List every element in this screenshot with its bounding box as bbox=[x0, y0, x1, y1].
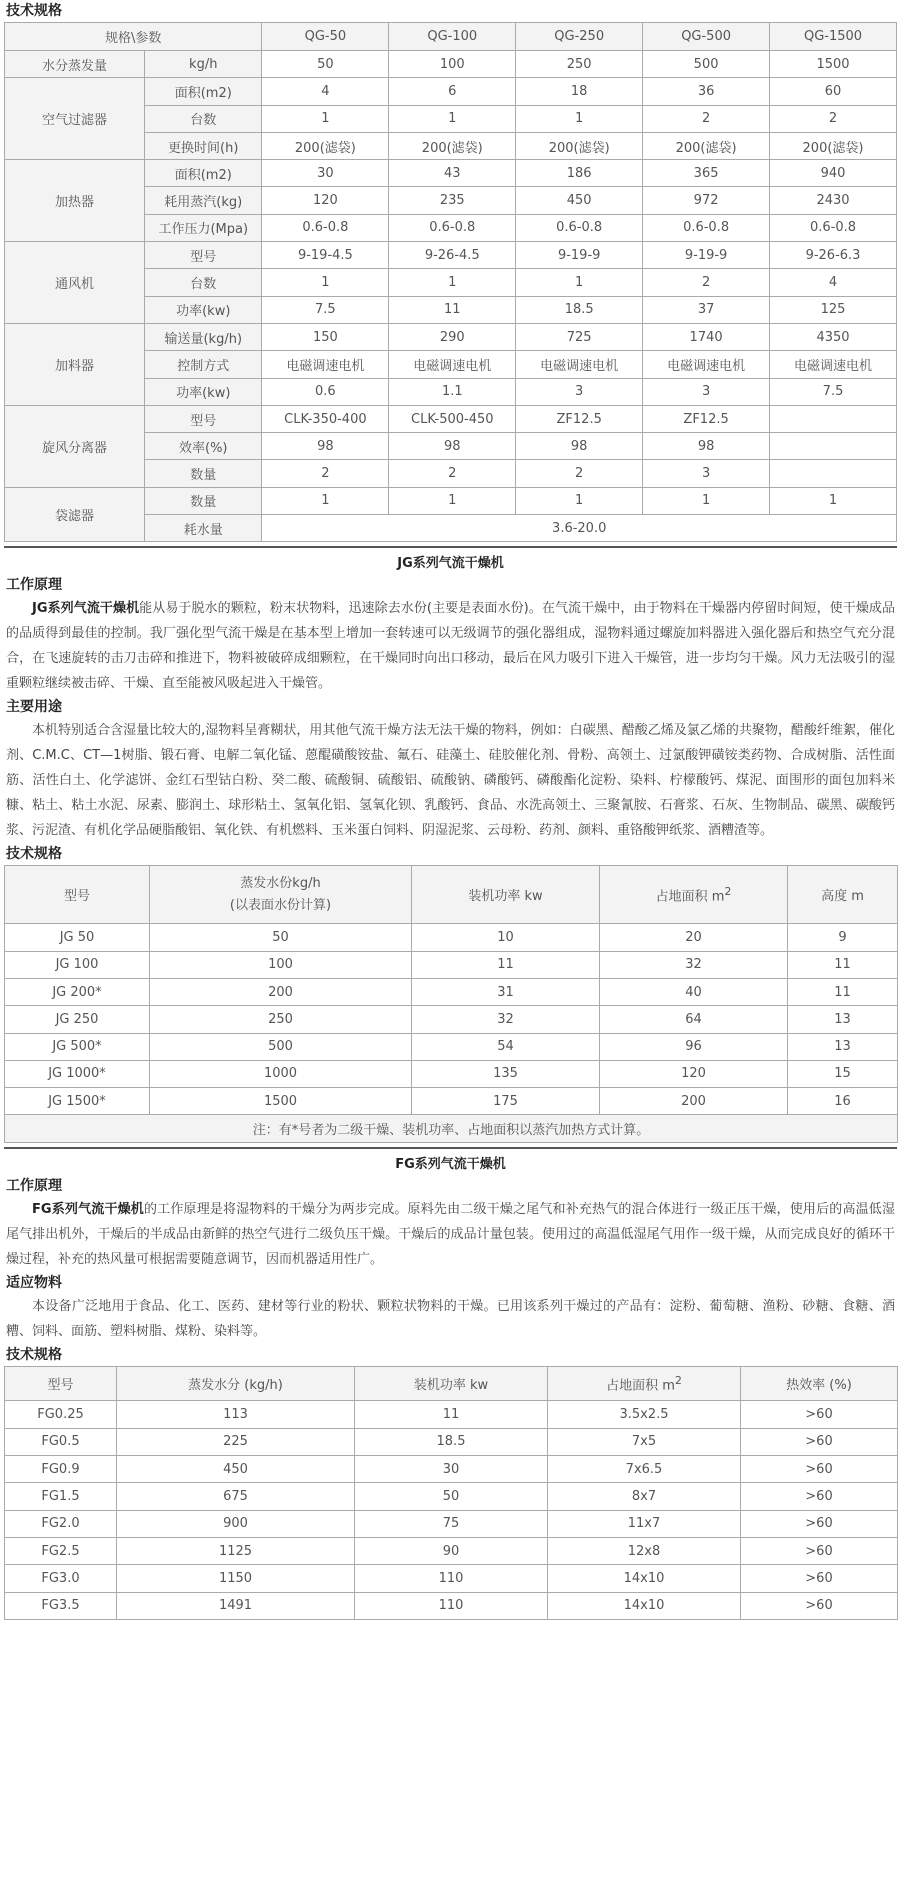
jg-header-row bbox=[5, 866, 898, 924]
fg-cell: FG2.5 bbox=[5, 1537, 117, 1564]
jg-row bbox=[5, 1060, 898, 1087]
qg-cell: 200(滤袋) bbox=[262, 132, 389, 159]
fg-principle-body: 的工作原理是将湿物料的干燥分为两步完成。原料先由二级干燥之尾气和补充热气的混合体进行一级正压干燥，使用后的高温低湿尾气排出机外，干燥后的半成品由新鲜的热空气进行二级负压干燥。干燥后的成品计量包装。使用过的高温低湿尾气用作一级干燥，从而完成良好的循环干燥过程，补充的热风量可根据需要随意调节，因而机器适用性广。 bbox=[6, 1202, 895, 1268]
qg-cell: 1 bbox=[516, 105, 643, 132]
qg-cell: 型号 bbox=[145, 242, 262, 269]
qg-cell: 365 bbox=[643, 160, 770, 187]
qg-cell: 1 bbox=[516, 487, 643, 514]
qg-spec-heading: 技术规格 bbox=[6, 3, 62, 19]
qg-cell: 电磁调速电机 bbox=[262, 351, 389, 378]
jg-cell: 11 bbox=[788, 951, 898, 978]
jg-use-text: 本机特别适合含湿量比较大的,湿物料呈膏糊状，用其他气流干燥方法无法干燥的物料，例如：白碳黑、醋酸乙烯及氯乙烯的共聚物，醋酸纤维絮，催化剂、C.M.C、CT—1树脂、锻石膏、电解二氧化锰、蒽醌磺酸铵盐、氟石、硅藻土、硅胶催化剂、骨粉、高领土、过氯酸钾磺铵类药物、合成树脂、活性面筋、活性白土、化学滤饼、金红石型钴白粉、癸二酸、硫酸铜、硫酸铝、硫酸钠、磷酸钙、磷酸酯化淀粉、染料、柠檬酸钙、煤泥、面围形的面包加料米糠、粘土、粘土水泥、尿素、膨润土、球形粘土、氢氧化铝、氢氧化钡、乳酸钙、食品、水洗高领土、三聚氰胺、石膏浆、石灰、生物制品、碳黑、碳酸钙浆、污泥渣、有机化学品硬脂酸铝、氧化铁、有机燃料、玉米蛋白饲料、阴湿泥浆、云母粉、药剂、颜料、重铬酸钾纸浆、酒糟渣等。 bbox=[6, 723, 895, 839]
fg-cell: 90 bbox=[355, 1537, 548, 1564]
qg-cell: 0.6-0.8 bbox=[262, 214, 389, 241]
fg-cell: >60 bbox=[741, 1401, 898, 1428]
jg-header-evap-line1: 蒸发水份kg/h bbox=[240, 875, 321, 891]
qg-cell: 1740 bbox=[643, 323, 770, 350]
fg-cell: 3.5x2.5 bbox=[548, 1401, 741, 1428]
qg-cell: 30 bbox=[262, 160, 389, 187]
qg-cell bbox=[770, 405, 897, 432]
fg-cell: 8x7 bbox=[548, 1483, 741, 1510]
qg-header-cell: QG-500 bbox=[643, 23, 770, 51]
jg-cell: 175 bbox=[412, 1088, 600, 1115]
qg-cell: 98 bbox=[516, 433, 643, 460]
qg-cell: 台数 bbox=[145, 269, 262, 296]
qg-cell: 60 bbox=[770, 78, 897, 105]
fg-spec-table bbox=[4, 1366, 898, 1619]
fg-principle-heading: 工作原理 bbox=[6, 1178, 62, 1195]
jg-cell: 200 bbox=[600, 1088, 788, 1115]
fg-cell: 14x10 bbox=[548, 1565, 741, 1592]
jg-cell: JG 1000* bbox=[5, 1060, 150, 1087]
jg-cell: JG 100 bbox=[5, 951, 150, 978]
qg-cell: 200(滤袋) bbox=[643, 132, 770, 159]
qg-cell bbox=[770, 433, 897, 460]
qg-cell: 电磁调速电机 bbox=[516, 351, 643, 378]
fg-cell: FG3.5 bbox=[5, 1592, 117, 1619]
fg-spec-heading: 技术规格 bbox=[6, 1347, 62, 1364]
qg-cell: 43 bbox=[389, 160, 516, 187]
fg-material-heading: 适应物料 bbox=[6, 1275, 62, 1292]
fg-cell: FG1.5 bbox=[5, 1483, 117, 1510]
qg-cell: 9-19-9 bbox=[516, 242, 643, 269]
qg-cell: 725 bbox=[516, 323, 643, 350]
qg-cell: 7.5 bbox=[770, 378, 897, 405]
qg-cell: 98 bbox=[643, 433, 770, 460]
fg-cell: 7x5 bbox=[548, 1428, 741, 1455]
qg-cell: 7.5 bbox=[262, 296, 389, 323]
qg-cell: 186 bbox=[516, 160, 643, 187]
jg-row bbox=[5, 951, 898, 978]
fg-cell: >60 bbox=[741, 1428, 898, 1455]
qg-cell: 37 bbox=[643, 296, 770, 323]
fg-cell: 450 bbox=[117, 1456, 355, 1483]
jg-principle-text bbox=[4, 596, 897, 696]
jg-header-model: 型号 bbox=[5, 866, 150, 924]
jg-cell: 11 bbox=[788, 978, 898, 1005]
jg-cell: 11 bbox=[412, 951, 600, 978]
fg-principle-text bbox=[4, 1197, 897, 1272]
qg-group-label: 水分蒸发量 bbox=[5, 51, 145, 78]
jg-cell: 120 bbox=[600, 1060, 788, 1087]
jg-cell: 50 bbox=[150, 924, 412, 951]
jg-cell: 54 bbox=[412, 1033, 600, 1060]
qg-cell: 1 bbox=[389, 105, 516, 132]
qg-cell: 200(滤袋) bbox=[389, 132, 516, 159]
qg-cell: 450 bbox=[516, 187, 643, 214]
qg-cell: 290 bbox=[389, 323, 516, 350]
jg-cell: 10 bbox=[412, 924, 600, 951]
fg-cell: 14x10 bbox=[548, 1592, 741, 1619]
fg-cell: 50 bbox=[355, 1483, 548, 1510]
qg-cell: 4 bbox=[770, 269, 897, 296]
fg-row bbox=[5, 1483, 898, 1510]
qg-cell: 18.5 bbox=[516, 296, 643, 323]
fg-principle-lead: FG系列气流干燥机 bbox=[32, 1202, 144, 1218]
qg-row bbox=[5, 78, 897, 105]
fg-cell: 75 bbox=[355, 1510, 548, 1537]
jg-cell: 9 bbox=[788, 924, 898, 951]
qg-cell: 电磁调速电机 bbox=[643, 351, 770, 378]
qg-row bbox=[5, 405, 897, 432]
qg-cell: 50 bbox=[262, 51, 389, 78]
qg-cell: 面积(m2) bbox=[145, 78, 262, 105]
fg-cell: FG2.0 bbox=[5, 1510, 117, 1537]
qg-cell: kg/h bbox=[145, 51, 262, 78]
fg-title: FG系列气流干燥机 bbox=[395, 1157, 506, 1173]
fg-cell: FG3.0 bbox=[5, 1565, 117, 1592]
jg-cell: 16 bbox=[788, 1088, 898, 1115]
qg-group-label: 空气过滤器 bbox=[5, 78, 145, 160]
fg-row bbox=[5, 1456, 898, 1483]
qg-row bbox=[5, 323, 897, 350]
qg-cell: 1 bbox=[770, 487, 897, 514]
qg-cell: 3 bbox=[516, 378, 643, 405]
jg-cell: 500 bbox=[150, 1033, 412, 1060]
fg-cell: FG0.25 bbox=[5, 1401, 117, 1428]
jg-principle-lead: JG系列气流干燥机 bbox=[32, 601, 140, 617]
qg-cell: 1 bbox=[262, 487, 389, 514]
qg-cell: 数量 bbox=[145, 460, 262, 487]
qg-cell: 0.6-0.8 bbox=[389, 214, 516, 241]
jg-row bbox=[5, 924, 898, 951]
fg-cell: 18.5 bbox=[355, 1428, 548, 1455]
qg-cell: 耗水量 bbox=[145, 515, 262, 542]
qg-row bbox=[5, 160, 897, 187]
qg-cell: 3.6-20.0 bbox=[262, 515, 897, 542]
jg-cell: JG 500* bbox=[5, 1033, 150, 1060]
qg-cell: 0.6 bbox=[262, 378, 389, 405]
fg-cell: 30 bbox=[355, 1456, 548, 1483]
qg-cell: 4 bbox=[262, 78, 389, 105]
jg-cell: 1500 bbox=[150, 1088, 412, 1115]
fg-header-area-sup: 2 bbox=[674, 1374, 682, 1388]
fg-row bbox=[5, 1592, 898, 1619]
jg-header-evap bbox=[150, 866, 412, 924]
qg-group-label: 加料器 bbox=[5, 323, 145, 405]
jg-cell: JG 1500* bbox=[5, 1088, 150, 1115]
qg-header-cell: QG-100 bbox=[389, 23, 516, 51]
fg-header-evap: 蒸发水分 (kg/h) bbox=[117, 1367, 355, 1401]
jg-cell: JG 50 bbox=[5, 924, 150, 951]
fg-cell: 1150 bbox=[117, 1565, 355, 1592]
fg-header-efficiency: 热效率 (%) bbox=[741, 1367, 898, 1401]
qg-cell: 3 bbox=[643, 460, 770, 487]
qg-cell: 0.6-0.8 bbox=[516, 214, 643, 241]
fg-cell: 12x8 bbox=[548, 1537, 741, 1564]
fg-header-row bbox=[5, 1367, 898, 1401]
qg-group-label: 旋风分离器 bbox=[5, 405, 145, 487]
qg-cell: 0.6-0.8 bbox=[770, 214, 897, 241]
fg-row bbox=[5, 1428, 898, 1455]
jg-note: 注：有*号者为二级干燥、装机功率、占地面积以蒸汽加热方式计算。 bbox=[5, 1115, 898, 1143]
jg-use-heading: 主要用途 bbox=[6, 699, 62, 716]
fg-cell: >60 bbox=[741, 1510, 898, 1537]
qg-cell: 36 bbox=[643, 78, 770, 105]
jg-cell: 31 bbox=[412, 978, 600, 1005]
fg-cell: 675 bbox=[117, 1483, 355, 1510]
qg-cell: 940 bbox=[770, 160, 897, 187]
qg-cell: 200(滤袋) bbox=[516, 132, 643, 159]
jg-cell: 20 bbox=[600, 924, 788, 951]
qg-cell: 3 bbox=[643, 378, 770, 405]
fg-cell: 110 bbox=[355, 1565, 548, 1592]
qg-cell bbox=[770, 460, 897, 487]
fg-cell: 11x7 bbox=[548, 1510, 741, 1537]
qg-cell: ZF12.5 bbox=[643, 405, 770, 432]
qg-header-cell: 规格\参数 bbox=[5, 23, 262, 51]
jg-header-area bbox=[600, 866, 788, 924]
fg-row bbox=[5, 1537, 898, 1564]
qg-cell: 1500 bbox=[770, 51, 897, 78]
qg-cell: 9-19-9 bbox=[643, 242, 770, 269]
qg-cell: 电磁调速电机 bbox=[389, 351, 516, 378]
fg-header-area bbox=[548, 1367, 741, 1401]
jg-cell: 64 bbox=[600, 1006, 788, 1033]
qg-cell: 2 bbox=[262, 460, 389, 487]
page-root bbox=[4, 0, 897, 1620]
qg-cell: 控制方式 bbox=[145, 351, 262, 378]
qg-cell: 数量 bbox=[145, 487, 262, 514]
qg-cell: 200(滤袋) bbox=[770, 132, 897, 159]
jg-header-height: 高度 m bbox=[788, 866, 898, 924]
jg-principle-heading: 工作原理 bbox=[6, 577, 62, 594]
qg-cell: CLK-350-400 bbox=[262, 405, 389, 432]
fg-cell: 900 bbox=[117, 1510, 355, 1537]
qg-cell: 2 bbox=[770, 105, 897, 132]
qg-cell: 98 bbox=[262, 433, 389, 460]
jg-cell: 13 bbox=[788, 1006, 898, 1033]
qg-cell: 1 bbox=[389, 269, 516, 296]
qg-cell: 台数 bbox=[145, 105, 262, 132]
qg-row bbox=[5, 51, 897, 78]
jg-cell: 13 bbox=[788, 1033, 898, 1060]
qg-cell: 型号 bbox=[145, 405, 262, 432]
jg-cell: JG 250 bbox=[5, 1006, 150, 1033]
qg-row bbox=[5, 242, 897, 269]
fg-cell: >60 bbox=[741, 1456, 898, 1483]
qg-cell: 98 bbox=[389, 433, 516, 460]
fg-cell: 225 bbox=[117, 1428, 355, 1455]
fg-cell: 113 bbox=[117, 1401, 355, 1428]
qg-cell: CLK-500-450 bbox=[389, 405, 516, 432]
jg-title: JG系列气流干燥机 bbox=[397, 556, 504, 572]
fg-cell: FG0.9 bbox=[5, 1456, 117, 1483]
jg-header-area-label: 占地面积 m bbox=[655, 889, 725, 905]
qg-cell: 0.6-0.8 bbox=[643, 214, 770, 241]
jg-row bbox=[5, 1088, 898, 1115]
qg-cell: 1 bbox=[516, 269, 643, 296]
qg-header-cell: QG-250 bbox=[516, 23, 643, 51]
qg-cell: ZF12.5 bbox=[516, 405, 643, 432]
fg-cell: >60 bbox=[741, 1565, 898, 1592]
fg-cell: 1125 bbox=[117, 1537, 355, 1564]
qg-cell: 9-19-4.5 bbox=[262, 242, 389, 269]
qg-cell: 2 bbox=[643, 105, 770, 132]
jg-cell: 15 bbox=[788, 1060, 898, 1087]
qg-cell: 6 bbox=[389, 78, 516, 105]
qg-header-cell: QG-1500 bbox=[770, 23, 897, 51]
divider bbox=[4, 546, 897, 548]
jg-row bbox=[5, 1033, 898, 1060]
jg-header-evap-line2: (以表面水份计算) bbox=[229, 897, 332, 913]
qg-cell: 2430 bbox=[770, 187, 897, 214]
fg-cell: >60 bbox=[741, 1537, 898, 1564]
jg-spec-heading: 技术规格 bbox=[6, 846, 62, 863]
qg-cell: 更换时间(h) bbox=[145, 132, 262, 159]
qg-group-label: 袋滤器 bbox=[5, 487, 145, 542]
qg-cell: 2 bbox=[643, 269, 770, 296]
qg-cell: 1 bbox=[389, 487, 516, 514]
qg-cell: 120 bbox=[262, 187, 389, 214]
qg-cell: 18 bbox=[516, 78, 643, 105]
fg-header-power: 装机功率 kw bbox=[355, 1367, 548, 1401]
qg-cell: 功率(kw) bbox=[145, 378, 262, 405]
fg-cell: 110 bbox=[355, 1592, 548, 1619]
qg-cell: 4350 bbox=[770, 323, 897, 350]
qg-cell: 1 bbox=[643, 487, 770, 514]
jg-header-area-sup: 2 bbox=[724, 885, 732, 899]
jg-cell: 200 bbox=[150, 978, 412, 1005]
fg-cell: FG0.5 bbox=[5, 1428, 117, 1455]
qg-cell: 972 bbox=[643, 187, 770, 214]
jg-note-row bbox=[5, 1115, 898, 1143]
qg-group-label: 通风机 bbox=[5, 242, 145, 324]
qg-cell: 耗用蒸汽(kg) bbox=[145, 187, 262, 214]
jg-cell: 32 bbox=[600, 951, 788, 978]
qg-cell: 面积(m2) bbox=[145, 160, 262, 187]
qg-cell: 电磁调速电机 bbox=[770, 351, 897, 378]
fg-material-text: 本设备广泛地用于食品、化工、医药、建材等行业的粉状、颗粒状物料的干燥。已用该系列干燥过的产品有：淀粉、葡萄糖、渔粉、砂糖、食糖、酒糟、饲料、面筋、塑料树脂、煤粉、染料等。 bbox=[6, 1299, 895, 1340]
qg-row bbox=[5, 487, 897, 514]
qg-cell: 1.1 bbox=[389, 378, 516, 405]
jg-cell: 135 bbox=[412, 1060, 600, 1087]
jg-row bbox=[5, 1006, 898, 1033]
qg-cell: 9-26-6.3 bbox=[770, 242, 897, 269]
qg-cell: 500 bbox=[643, 51, 770, 78]
fg-cell: >60 bbox=[741, 1592, 898, 1619]
qg-cell: 150 bbox=[262, 323, 389, 350]
fg-cell: >60 bbox=[741, 1483, 898, 1510]
qg-cell: 1 bbox=[262, 269, 389, 296]
jg-cell: 32 bbox=[412, 1006, 600, 1033]
qg-group-label: 加热器 bbox=[5, 160, 145, 242]
qg-cell: 125 bbox=[770, 296, 897, 323]
divider bbox=[4, 1147, 897, 1149]
fg-row bbox=[5, 1401, 898, 1428]
jg-cell: 96 bbox=[600, 1033, 788, 1060]
qg-cell: 功率(kw) bbox=[145, 296, 262, 323]
fg-row bbox=[5, 1565, 898, 1592]
qg-header-cell: QG-50 bbox=[262, 23, 389, 51]
jg-cell: 100 bbox=[150, 951, 412, 978]
qg-cell: 250 bbox=[516, 51, 643, 78]
qg-cell: 9-26-4.5 bbox=[389, 242, 516, 269]
qg-cell: 1 bbox=[262, 105, 389, 132]
fg-cell: 7x6.5 bbox=[548, 1456, 741, 1483]
jg-row bbox=[5, 978, 898, 1005]
jg-cell: 250 bbox=[150, 1006, 412, 1033]
qg-header-row bbox=[5, 23, 897, 51]
qg-cell: 100 bbox=[389, 51, 516, 78]
qg-cell: 235 bbox=[389, 187, 516, 214]
jg-cell: JG 200* bbox=[5, 978, 150, 1005]
qg-cell: 输送量(kg/h) bbox=[145, 323, 262, 350]
fg-row bbox=[5, 1510, 898, 1537]
jg-cell: 1000 bbox=[150, 1060, 412, 1087]
qg-cell: 11 bbox=[389, 296, 516, 323]
jg-cell: 40 bbox=[600, 978, 788, 1005]
jg-header-power: 装机功率 kw bbox=[412, 866, 600, 924]
qg-cell: 2 bbox=[516, 460, 643, 487]
qg-cell: 工作压力(Mpa) bbox=[145, 214, 262, 241]
qg-cell: 2 bbox=[389, 460, 516, 487]
fg-cell: 11 bbox=[355, 1401, 548, 1428]
fg-cell: 1491 bbox=[117, 1592, 355, 1619]
qg-cell: 效率(%) bbox=[145, 433, 262, 460]
fg-header-area-label: 占地面积 m bbox=[606, 1378, 675, 1394]
jg-spec-table bbox=[4, 865, 898, 1143]
qg-spec-table bbox=[4, 22, 897, 542]
jg-principle-body: 能从易于脱水的颗粒，粉末状物料，迅速除去水份(主要是表面水份)。在气流干燥中，由于物料在干燥器内停留时间短，使干燥成品的品质得到最佳的控制。我厂强化型气流干燥是在基本型上增加一套转速可以无级调节的强化器组成，湿物料通过螺旋加料器进入强化器后和热空气充分混合，在飞速旋转的击刀击碎和推进下，物料被破碎成细颗粒，在干燥同时向出口移动，最后在风力吸引下进入干燥管，进一步均匀干燥。风力无法吸引的湿重颗粒继续被击碎、干燥、直至能被风吸起进入干燥管。 bbox=[6, 601, 895, 692]
fg-header-model: 型号 bbox=[5, 1367, 117, 1401]
